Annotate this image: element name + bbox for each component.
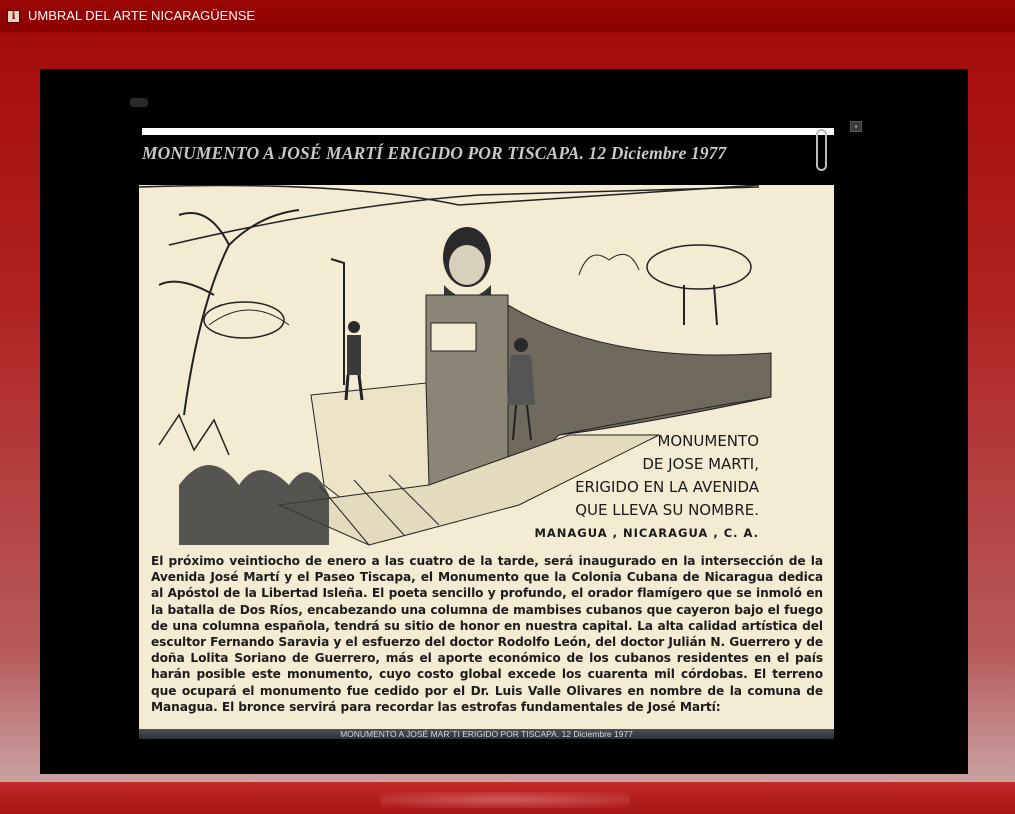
caption-line: MONUMENTO	[657, 432, 759, 450]
caption-location: MANAGUA , NICARAGUA , C. A.	[534, 526, 759, 540]
article-text: El próximo veintiocho de enero a las cuatro de la tarde, será inaugurado en la intersección de la Avenida José Martí y el Paseo Tiscapa, el Monumento que la Colonia Cubana de Nicaragua dedica al Apóstol de la Libertad Isleña. El poeta sencillo y profundo, el orador flamígero que se inmoló en la batalla de Dos Ríos, encabezando una columna de mambises cubanos que cayeron bajo el fuego de una columna española, tendrá su sitio de honor en nuestra capital. La alta calidad artística del escultor Fernando Saravia y el esfuerzo del doctor Rodolfo León, del doctor Julián N. Guerrero y de doña Lolita Soriano de Guerrero, más el aporte económico de los cubanos residentes en el país harán posible este monumento, cuyo costo global excede los cuarenta mil córdobas. El terreno que ocupará el monumento fue cedido por el Dr. Luis Valle Olivares en nombre de la comuna de Managua. El bronce servirá para recordar las estrofas fundamentales de José Martí:	[151, 554, 823, 714]
expand-icon[interactable]: ▪	[850, 121, 862, 132]
caption-line: DE JOSE MARTI,	[642, 455, 759, 473]
illustration-caption	[519, 430, 759, 545]
bottom-bar	[0, 781, 1015, 814]
newspaper-clipping[interactable]	[139, 185, 834, 729]
thumbnail-placeholder	[130, 98, 148, 107]
window-title: UMBRAL DEL ARTE NICARAGÜENSE	[28, 8, 256, 23]
photo-headline: MONUMENTO A JOSÉ MARTÍ ERIGIDO POR TISCAPA. 12 Diciembre 1977	[142, 143, 727, 163]
bottom-highlight	[380, 792, 630, 808]
headline-rule	[142, 128, 834, 135]
caption-line: QUE LLEVA SU NOMBRE.	[575, 501, 759, 519]
image-viewer[interactable]	[40, 69, 968, 774]
info-icon: i	[7, 10, 20, 23]
title-bar	[0, 0, 1015, 32]
paperclip-icon	[816, 129, 827, 171]
image-caption-strip: MONUMENTO A JOSÉ MAR´TI ERIGIDO POR TISCAPA. 12 Diciembre 1977	[139, 729, 834, 739]
caption-line: ERIGIDO EN LA AVENIDA	[575, 478, 759, 496]
